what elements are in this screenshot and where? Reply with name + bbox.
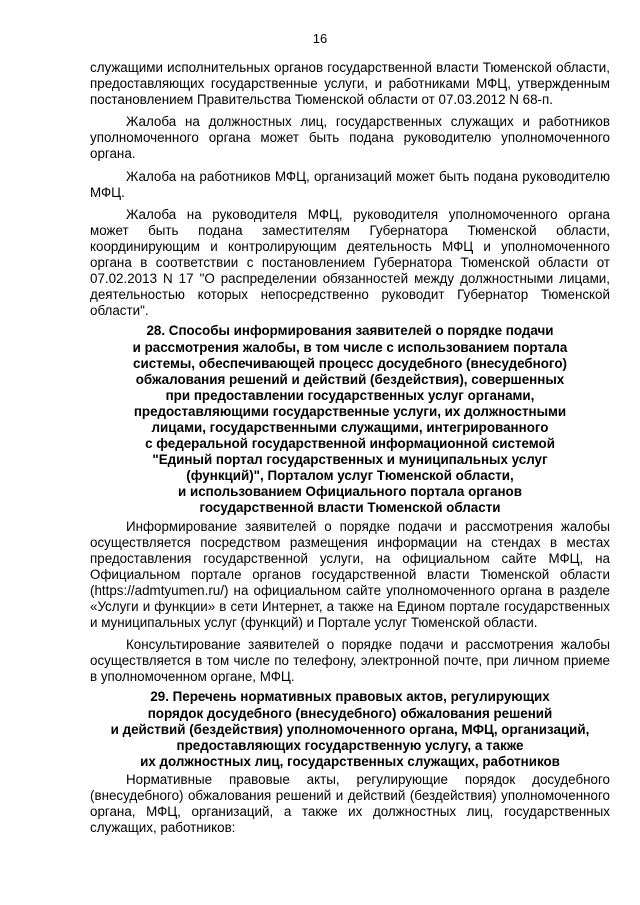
heading-29-line: предоставляющих государственную услугу, а также [176, 737, 524, 753]
paragraph-normative-acts: Нормативные правовые акты, регулирующие порядок досудебного (внесудебного) обжалования решений и действий (бездействия) уполномоченного органа, МФЦ, организаций, а также их должностных лиц, государственных служащих, работников: [90, 771, 610, 836]
heading-28-line: (функций)", Порталом услуг Тюменской области, [186, 468, 514, 484]
section-heading-29 [90, 689, 610, 769]
heading-29-line: их должностных лиц, государственных служащих, работников [140, 753, 560, 769]
heading-28-line: государственной власти Тюменской области [199, 500, 501, 516]
paragraph-informing: Информирование заявителей о порядке подачи и рассмотрения жалобы осуществляется посредством размещения информации на стендах в местах предоставления государственной услуги, на официальном сайте МФЦ, на Официальном портале органов государственной власти Тюменской области (https://admtyumen.ru/) на официальном сайте уполномоченного органа в разделе «Услуги и функции» в сети Интернет, а также на Едином портале государственных и муниципальных услуг (функций) и Портале услуг Тюменской области. [90, 518, 610, 631]
heading-28-line: и рассмотрения жалобы, в том числе с использованием портала [132, 339, 568, 355]
heading-28-line: обжалования решений и действий (бездействия), совершенных [135, 371, 565, 387]
heading-29-line: 29. Перечень нормативных правовых актов, регулирующих [150, 689, 550, 705]
heading-29-line: и действий (бездействия) уполномоченного органа, МФЦ, организаций, [110, 721, 590, 737]
heading-29-line: порядок досудебного (внесудебного) обжалования решений [147, 705, 553, 721]
heading-28-line: системы, обеспечивающей процесс досудебного (внесудебного) [133, 355, 567, 371]
paragraph-complaint-officials: Жалоба на должностных лиц, государственных служащих и работников уполномоченного органа может быть подана руководителю уполномоченного органа. [90, 114, 610, 162]
heading-28-line: при предоставлении государственных услуг органами, [165, 387, 535, 403]
heading-28-line: с федеральной государственной информационной системой [145, 436, 555, 452]
heading-28-line: и использованием Официального портала органов [178, 484, 522, 500]
heading-28-line: "Единый портал государственных и муниципальных услуг [152, 452, 548, 468]
heading-28-line: 28. Способы информирования заявителей о порядке подачи [146, 323, 554, 339]
document-body [90, 60, 610, 836]
section-heading-28 [90, 323, 610, 516]
paragraph-consulting: Консультирование заявителей о порядке подачи и рассмотрения жалобы осуществляется в том числе по телефону, электронной почте, при личном приеме в уполномоченном органе, МФЦ. [90, 637, 610, 685]
paragraph-continuation: служащими исполнительных органов государственной власти Тюменской области, предоставляющих государственные услуги, и работниками МФЦ, утвержденным постановлением Правительства Тюменской области от 07.03.2012 N 68-п. [90, 60, 610, 108]
heading-28-line: лицами, государственными служащими, интегрированного [151, 419, 549, 435]
page-number: 16 [312, 31, 328, 46]
paragraph-complaint-mfc-workers: Жалоба на работников МФЦ, организаций может быть подана руководителю МФЦ. [90, 168, 610, 200]
paragraph-complaint-heads: Жалоба на руководителя МФЦ, руководителя уполномоченного органа может быть подана заместителям Губернатора Тюменской области, координирующим и контролирующим деятельность МФЦ и уполномоченного органа в соответствии с постановлением Губернатора Тюменской области от 07.02.2013 N 17 "О распределении обязанностей между должностными лицами, деятельностью которых непосредственно руководит Губернатор Тюменской области". [90, 206, 610, 319]
heading-28-line: предоставляющими государственные услуги, их должностными [133, 403, 567, 419]
